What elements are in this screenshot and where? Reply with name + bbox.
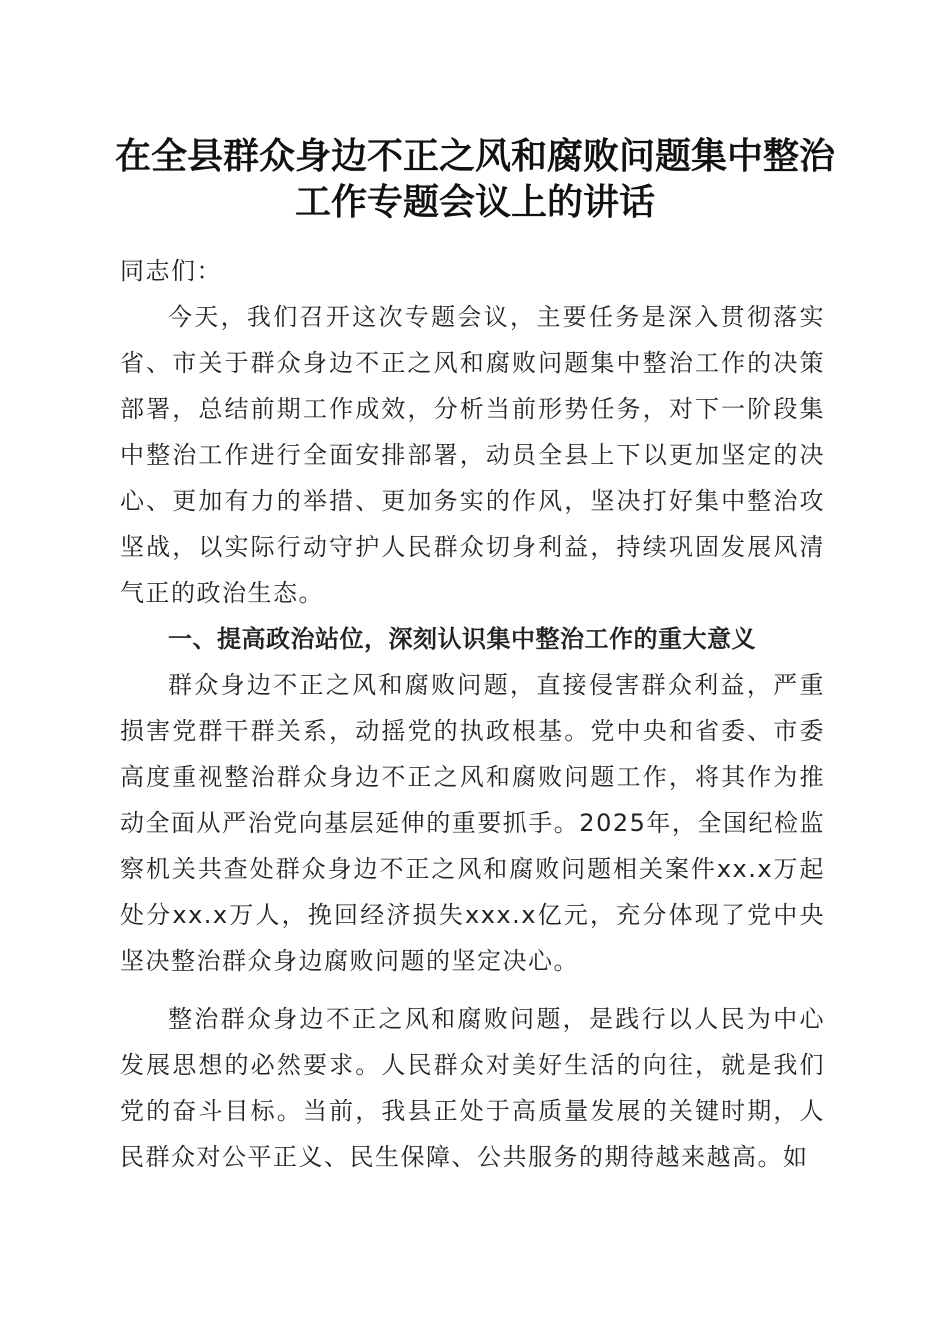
document-title (100, 133, 850, 225)
salutation: 同志们： (120, 257, 222, 285)
paragraph-body: 整治群众身边不正之风和腐败问题，是践行以人民为中心发展思想的必然要求。人民群众对美好生活的向往，就是我们党的奋斗目标。当前，我县正处于高质量发展的关键时期，人民群众对公平正义、民生保障、公共服务的期待越来越高。如 (120, 1005, 825, 1171)
paragraph-intro: 今天，我们召开这次专题会议，主要任务是深入贯彻落实省、市关于群众身边不正之风和腐败问题集中整治工作的决策部署，总结前期工作成效，分析当前形势任务，对下一阶段集中整治工作进行全面安排部署，动员全县上下以更加坚定的决心、更加有力的举措、更加务实的作风，坚决打好集中整治攻坚战，以实际行动守护人民群众切身利益，持续巩固发展风清气正的政治生态。 (120, 303, 825, 607)
title-line-2: 工作专题会议上的讲话 (294, 181, 655, 223)
section-heading: 一、提高政治站位，深刻认识集中整治工作的重大意义 (168, 625, 756, 653)
title-line-1: 在全县群众身边不正之风和腐败问题集中整治 (114, 135, 835, 177)
paragraph-body: 群众身边不正之风和腐败问题，直接侵害群众利益，严重损害党群干群关系，动摇党的执政根基。党中央和省委、市委高度重视整治群众身边不正之风和腐败问题工作，将其作为推动全面从严治党向基层延伸的重要抓手。2025年，全国纪检监察机关共查处群众身边不正之风和腐败问题相关案件xx.x万起处分xx.x万人，挽回经济损失xxx.x亿元，充分体现了党中央坚决整治群众身边腐败问题的坚定决心。 (120, 671, 825, 975)
document-body (120, 248, 825, 1180)
